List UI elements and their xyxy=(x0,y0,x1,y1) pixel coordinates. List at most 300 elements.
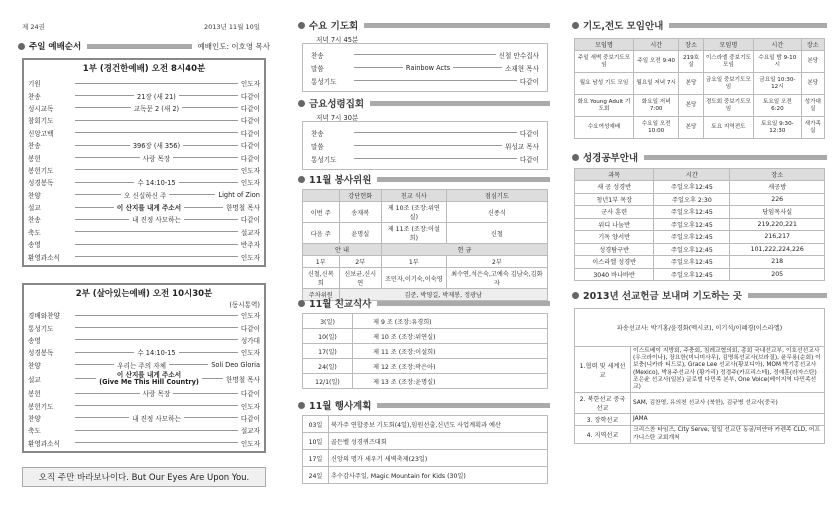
order-row xyxy=(311,152,539,165)
table-cell: 219,220,221 xyxy=(730,218,825,231)
order-item: 이 산지를 내게 주소서 xyxy=(116,204,182,213)
order-person: 다같이 xyxy=(240,92,260,101)
order-row xyxy=(28,114,260,126)
table-row xyxy=(575,414,825,426)
order-item: 21장 (새 21) xyxy=(137,92,176,101)
table-cell: 위디 나눔반 xyxy=(575,218,654,231)
missionaries: 파송선교사: 박기홍/윤경화(멕시코), 이기석/이혜경(이스라엘) xyxy=(575,309,825,347)
mission-detail: JAMA xyxy=(631,414,825,426)
table-cell: 수요일 밤 9-10시 xyxy=(754,51,801,73)
order-row xyxy=(28,359,260,371)
leader-line xyxy=(354,158,517,159)
table-row xyxy=(303,450,548,467)
fellowship-heading xyxy=(298,296,550,310)
table-cell: 월요일 저녁 7시 xyxy=(633,73,678,95)
table-row xyxy=(575,117,825,139)
column-header: 과목 xyxy=(575,169,654,181)
table-row xyxy=(303,433,548,450)
order-item: 내 진정 사모하는 xyxy=(132,216,181,225)
order-person: 다같이 xyxy=(519,77,539,86)
table-row xyxy=(575,181,825,194)
order-person: 다같이 xyxy=(519,129,539,138)
event-date: 17일 xyxy=(303,450,329,467)
order-label: 말씀 xyxy=(311,64,324,73)
order-row xyxy=(28,164,260,176)
table-cell: 기독 양서반 xyxy=(575,231,654,244)
divider xyxy=(370,101,550,106)
order-person: Light of Zion xyxy=(218,190,260,199)
table-cell: 2부 xyxy=(446,256,547,268)
leader-line xyxy=(179,182,238,183)
table-cell: 금요일 중보기도모임 xyxy=(703,73,754,95)
column-header: 장소 xyxy=(679,39,703,51)
table-cell: 수요일 오전 10:00 xyxy=(633,117,678,139)
bullet-icon xyxy=(572,292,579,299)
leader-line xyxy=(75,219,129,220)
order-label: 말씀 xyxy=(311,142,324,151)
order-label: 찬송 xyxy=(28,142,41,151)
table-cell: 1부 xyxy=(381,256,446,268)
fri-time: 저녁 7시 30분 xyxy=(316,114,359,122)
order-row xyxy=(28,238,260,250)
fellowship-date: 12/1(일) xyxy=(303,374,353,389)
order-person: 인도자 xyxy=(240,179,261,188)
order-person: 반주자 xyxy=(240,241,260,250)
service-title: 11월 봉사위원 xyxy=(309,175,372,186)
table-cell: 주일 새벽 중보기도모임 xyxy=(575,51,634,73)
table-cell: 신철,신복희 xyxy=(303,268,340,289)
table-row xyxy=(303,314,548,329)
table-cell: 주일오후12:45 xyxy=(654,243,730,256)
event-desc: 골든벨 성경퀴즈대회 xyxy=(329,433,548,450)
mission-detail: 이스트베이 지방회, 주충회, 침례교협의회, 총회 국내선교부, 이호선선교사(우크라이나), 장요한(미니미사무), 김명록선교사(브라질), 윤무용(순회) 이보충(니카라 티드로), Grace Lee 선교사(황보디아), MOM 박기홍선교사 (Mexico), 박용주선교사 (황가리) 정경주(카프리스테), 정예훈(라자스탄)조은윤 선교사(일본) 글로벌 다민족 본부, One Voice(베이지역 다민족선교) xyxy=(631,347,825,393)
leader-line xyxy=(354,132,517,133)
table-cell: 수요여성예배 xyxy=(575,117,634,139)
divider xyxy=(87,44,191,49)
order-label: 찬양 xyxy=(28,361,41,370)
leader-line xyxy=(75,231,238,232)
table-row xyxy=(303,467,548,484)
leader-line xyxy=(75,194,121,195)
leader-line xyxy=(169,194,215,195)
order-label: 환영과소식 xyxy=(28,253,60,262)
event-date: 03일 xyxy=(303,416,329,433)
order-label: 봉헌기도 xyxy=(28,166,54,175)
fellowship-date: 3(일) xyxy=(303,314,353,329)
fri-heading xyxy=(298,96,550,110)
leader-line xyxy=(182,107,238,108)
table-cell: 군사 훈련 xyxy=(575,206,654,219)
order-item: 우리는 주의 자체 xyxy=(117,361,166,370)
order-person: 소재현 목사 xyxy=(505,64,540,73)
table-row xyxy=(303,374,548,389)
leader-line xyxy=(75,157,140,158)
table-cell: 점심기도 xyxy=(446,190,547,202)
divider xyxy=(364,23,550,28)
leader-line xyxy=(173,157,238,158)
table-cell: 주일오후12:45 xyxy=(654,181,730,194)
table-row xyxy=(575,256,825,269)
order-row xyxy=(28,77,260,89)
leader-line xyxy=(75,244,238,245)
table-cell: 주일오후12:45 xyxy=(654,206,730,219)
table-cell: 이번 주 xyxy=(303,202,340,223)
table-cell: 성경탐구반 xyxy=(575,243,654,256)
events-table xyxy=(302,415,548,484)
order-row xyxy=(28,309,260,321)
table-cell: 주차위원 xyxy=(303,289,340,301)
order-person: 다같이 xyxy=(240,216,261,225)
order-row xyxy=(28,201,260,213)
table-cell: 헌 금 xyxy=(381,244,547,256)
table-cell: 월요 남성 기도 모임 xyxy=(575,73,634,95)
order-label: 송영 xyxy=(28,241,41,250)
table-cell: 새공방 xyxy=(730,181,825,194)
events-title: 11월 행사계획 xyxy=(309,401,372,412)
order-row xyxy=(28,387,260,399)
order-item: Rainbow Acts xyxy=(405,63,451,72)
order-row xyxy=(28,424,260,436)
order-label: 찬송 xyxy=(28,216,41,225)
table-cell: 안 내 xyxy=(303,244,382,256)
table-cell: 경도회 중보기도모임 xyxy=(703,95,754,117)
table-header-row xyxy=(575,39,825,51)
event-date: 24일 xyxy=(303,467,329,484)
order-row xyxy=(28,250,260,262)
table-cell: 주일오후 2:30 xyxy=(654,193,730,206)
order-label: 참회기도 xyxy=(28,117,54,126)
table-cell: 218 xyxy=(730,256,825,269)
leader-line xyxy=(75,182,134,183)
table-cell: 토요일 9:30-12:30 xyxy=(754,117,801,139)
leader-line xyxy=(75,405,238,406)
wed-title: 수요 기도회 xyxy=(309,21,359,32)
order-label: 설교 xyxy=(28,375,41,384)
divider xyxy=(377,177,550,182)
second-service-box xyxy=(22,283,266,453)
table-cell: 조민자,이기숙,이숙영 xyxy=(381,268,446,289)
table-cell: 주일 오전 9:40 xyxy=(633,51,678,73)
order-person: 다같이 xyxy=(240,390,260,399)
order-label: 축도 xyxy=(28,427,41,436)
order-label: 찬송 xyxy=(311,51,324,60)
order-person: 다같이 xyxy=(240,414,261,423)
order-label: 찬송 xyxy=(28,92,41,101)
order-person: 인도자 xyxy=(240,253,260,262)
table-cell: 본당 xyxy=(679,117,703,139)
leader-line xyxy=(354,145,502,146)
event-desc: 신앙의 명가 세우기 새벽축제(23일) xyxy=(329,450,548,467)
order-item: 396장 (새 356) xyxy=(132,142,181,151)
order-person: 성가대 xyxy=(240,336,260,345)
table-cell: 토요 지역전도 xyxy=(703,117,754,139)
order-row xyxy=(311,126,539,139)
table-cell: 최수연,석은숙,고예숙 김남숙,김화자 xyxy=(446,268,547,289)
service-table xyxy=(302,189,548,301)
order-row xyxy=(311,139,539,152)
fri-box xyxy=(302,121,548,170)
worship-column xyxy=(18,0,270,507)
mission-heading xyxy=(572,288,827,302)
leader-line xyxy=(179,95,238,96)
table-cell: 주일오후12:45 xyxy=(654,218,730,231)
mission-category: 3. 장학선교 xyxy=(575,414,631,426)
order-item: 사랑 목장 xyxy=(142,154,171,163)
table-cell: 신철 xyxy=(446,223,547,244)
table-cell: 토요일 오전 6:20 xyxy=(754,95,801,117)
order-person: 인도자 xyxy=(240,312,260,321)
schedule-column xyxy=(298,0,550,507)
table-cell: 1부 xyxy=(303,256,340,268)
table-cell: 김준, 박영길, 박제봉, 정광남 xyxy=(339,289,547,301)
table-cell: 본당 xyxy=(679,73,703,95)
table-cell: 216,217 xyxy=(730,231,825,244)
order-label: 성경봉독 xyxy=(28,179,54,188)
order-row xyxy=(28,334,260,346)
bullet-icon xyxy=(298,402,305,409)
table-header-row xyxy=(575,169,825,181)
table-cell: 윤명실 xyxy=(339,223,381,244)
leader-line xyxy=(75,107,131,108)
fellowship-table xyxy=(302,313,548,389)
mission-detail: 크리스찬 타임즈, City Serve, 일일 선교단 동굴/미얀마 카렌족 CLD, 어프가니스탄 교회개척 xyxy=(631,426,825,443)
order-row xyxy=(28,437,260,449)
table-cell: 다음 주 xyxy=(303,223,340,244)
order-row xyxy=(28,399,260,411)
column-header: 장소 xyxy=(801,39,824,51)
bullet-icon xyxy=(572,22,579,29)
order-item: 내 진정 사모하는 xyxy=(132,414,181,423)
table-cell: 화요 Young Adult 기도회 xyxy=(575,95,634,117)
order-row xyxy=(28,226,260,238)
leader-line xyxy=(75,120,238,121)
order-person: 신철 안수집사 xyxy=(498,51,539,60)
bullet-icon xyxy=(298,300,305,307)
order-label: 통성기도 xyxy=(311,77,337,86)
order-label: 경배와찬양 xyxy=(28,312,60,321)
leader-line xyxy=(183,145,238,146)
leader-line xyxy=(202,378,223,379)
order-person: 위성교 목사 xyxy=(505,142,539,151)
table-row xyxy=(303,329,548,344)
table-row xyxy=(575,95,825,117)
divider xyxy=(377,403,550,408)
column-header: 시간 xyxy=(754,39,801,51)
table-row xyxy=(575,243,825,256)
table-cell: 219호실 xyxy=(679,51,703,73)
table-cell: 당임목사실 xyxy=(730,206,825,219)
order-person: 다같이 xyxy=(519,155,539,164)
table-cell: 본당 xyxy=(679,95,703,117)
leader-line xyxy=(75,207,114,208)
bullet-icon xyxy=(298,100,305,107)
order-person: 인도자 xyxy=(240,166,260,175)
interpretation-note: (동시통역) xyxy=(229,301,260,309)
fellowship-date: 24(일) xyxy=(303,359,353,374)
table-cell: 친교 식사 xyxy=(381,190,446,202)
order-person: 다같이 xyxy=(240,129,260,138)
leader-line xyxy=(75,83,238,84)
second-service-title: 2부 (살아있는예배) 오전 10시30분 xyxy=(75,289,213,299)
table-cell: 주일오후12:45 xyxy=(654,268,730,281)
order-person: 다같이 xyxy=(240,142,261,151)
order-label: 찬송 xyxy=(311,129,324,138)
fellowship-team: 제 11 조 (조장:이설희) xyxy=(353,344,548,359)
issue-date: 2013년 11월 10일 xyxy=(204,23,261,31)
order-person: 한명철 목사 xyxy=(226,204,261,213)
order-row xyxy=(28,213,260,225)
order-row xyxy=(28,321,260,333)
divider xyxy=(748,293,827,298)
order-item: 교독문 2 (새 2) xyxy=(133,104,180,113)
order-label: 찬양 xyxy=(28,414,41,423)
event-desc: 북가주 연합중보 기도회(4일),임원선출,신년도 사업계획과 예산 xyxy=(329,416,548,433)
leader-line xyxy=(354,67,403,68)
issue-number: 제 24권 xyxy=(22,23,45,31)
service-heading xyxy=(298,172,550,186)
table-cell: 송재복 xyxy=(339,202,381,223)
table-row xyxy=(575,268,825,281)
table-cell: 주일오후12:45 xyxy=(654,256,730,269)
footer-motto: 오직 주만 바라보나이다. But Our Eyes Are Upon You. xyxy=(22,467,266,487)
order-item: 오 신실하신 주 xyxy=(124,191,167,200)
table-cell: 본당 xyxy=(801,51,824,73)
order-row xyxy=(28,102,260,114)
mission-category: 4. 지역선교 xyxy=(575,426,631,443)
first-service-box xyxy=(22,58,266,267)
fellowship-date: 17(일) xyxy=(303,344,353,359)
worship-guide: 예배인도: 이호영 목사 xyxy=(197,41,270,51)
table-cell: 제 11조 (조장:이설희) xyxy=(381,223,446,244)
order-person: 인도자 xyxy=(240,349,261,358)
order-label: 신앙고백 xyxy=(28,129,54,138)
order-row xyxy=(311,61,539,74)
order-row xyxy=(28,127,260,139)
bullet-icon xyxy=(572,154,579,161)
table-row xyxy=(303,416,548,433)
fri-title: 금요성령집회 xyxy=(309,99,365,110)
table-cell: 101,222,224,226 xyxy=(730,243,825,256)
order-person: 다같이 xyxy=(240,104,261,113)
leader-line xyxy=(75,352,134,353)
table-row xyxy=(575,309,825,347)
table-cell: 새 공 성경반 xyxy=(575,181,654,194)
table-cell xyxy=(303,190,340,202)
order-label: 통성기도 xyxy=(311,155,337,164)
leader-line xyxy=(75,364,114,365)
divider xyxy=(377,301,550,306)
table-cell: 화요일 저녁7:00 xyxy=(633,95,678,117)
order-label: 축도 xyxy=(28,228,41,237)
table-row xyxy=(575,206,825,219)
mission-category: 1.협력 및 세계선교 xyxy=(575,347,631,393)
order-row xyxy=(28,346,260,358)
order-label: 성시교독 xyxy=(28,104,54,113)
table-cell: 주일오후12:45 xyxy=(654,231,730,244)
order-person: 다같이 xyxy=(240,324,260,333)
table-row xyxy=(575,426,825,443)
table-row xyxy=(575,393,825,414)
table-row xyxy=(575,73,825,95)
table-cell: 금요일 10:30-12시 xyxy=(754,73,801,95)
table-cell: 본당 xyxy=(801,73,824,95)
table-cell: 강단헌화 xyxy=(339,190,381,202)
bible-heading xyxy=(572,150,827,164)
order-label: 봉헌 xyxy=(28,154,41,163)
column-header: 모임명 xyxy=(703,39,754,51)
bullet-icon xyxy=(18,43,25,50)
table-cell: 제 10조 (조장:위연실) xyxy=(381,202,446,223)
order-person: 다같이 xyxy=(240,154,260,163)
leader-line xyxy=(75,393,140,394)
leader-line xyxy=(75,327,238,328)
order-label: 찬양 xyxy=(28,191,41,200)
divider xyxy=(644,155,827,160)
bullet-icon xyxy=(298,176,305,183)
leader-line xyxy=(354,54,496,55)
fellowship-title: 11월 친교식사 xyxy=(309,299,372,310)
order-person: 인도자 xyxy=(240,80,260,89)
wed-heading xyxy=(298,18,550,32)
column-header: 시간 xyxy=(633,39,678,51)
leader-line xyxy=(179,352,238,353)
event-date: 10일 xyxy=(303,433,329,450)
leader-line xyxy=(75,95,134,96)
order-row xyxy=(28,412,260,424)
leader-line xyxy=(75,339,238,340)
leader-line xyxy=(75,256,238,257)
worship-heading xyxy=(18,40,270,52)
first-service-title: 1부 (경건한예배) 오전 8시40분 xyxy=(82,64,206,74)
order-row xyxy=(28,151,260,163)
fellowship-date: 10(일) xyxy=(303,329,353,344)
column-header: 장소 xyxy=(730,169,825,181)
table-row xyxy=(303,344,548,359)
fellowship-team: 제 12 조 (조장:곽은아) xyxy=(353,359,548,374)
column-header: 모임명 xyxy=(575,39,634,51)
fellowship-team: 제 13 조 (조장:윤명실) xyxy=(353,374,548,389)
bullet-icon xyxy=(298,22,305,29)
order-item xyxy=(99,372,199,387)
leader-line xyxy=(75,442,238,443)
order-item-line: 이 산지를 내게 주소서 xyxy=(116,370,182,379)
order-label: 환영과소식 xyxy=(28,439,60,448)
order-label: 기원 xyxy=(28,80,41,89)
table-cell: 새가족실 xyxy=(801,117,824,139)
event-desc: 추수감사주일, Magic Mountain for Kids (30일) xyxy=(329,467,548,484)
order-item: 사랑 목장 xyxy=(142,390,171,399)
leader-line xyxy=(173,393,238,394)
order-row xyxy=(28,176,260,188)
events-heading xyxy=(298,398,550,412)
fellowship-team: 제 10 조 (조장:위연실) xyxy=(353,329,548,344)
table-cell: 성가대실 xyxy=(801,95,824,117)
divider xyxy=(669,23,827,28)
mission-category: 2. 북한선교 중국선교 xyxy=(575,393,631,414)
order-person: 설교자 xyxy=(240,427,260,436)
order-label: 봉헌기도 xyxy=(28,402,54,411)
info-column xyxy=(572,0,827,507)
table-row xyxy=(575,218,825,231)
order-item: 수 14:10-15 xyxy=(137,349,176,358)
order-label: 통성기도 xyxy=(28,324,54,333)
table-cell: 청년1부 목장 xyxy=(575,193,654,206)
table-cell: 226 xyxy=(730,193,825,206)
leader-line xyxy=(184,207,223,208)
order-person: Soli Deo Gloria xyxy=(211,360,260,369)
prayer-heading xyxy=(572,18,827,32)
order-row xyxy=(311,74,539,87)
